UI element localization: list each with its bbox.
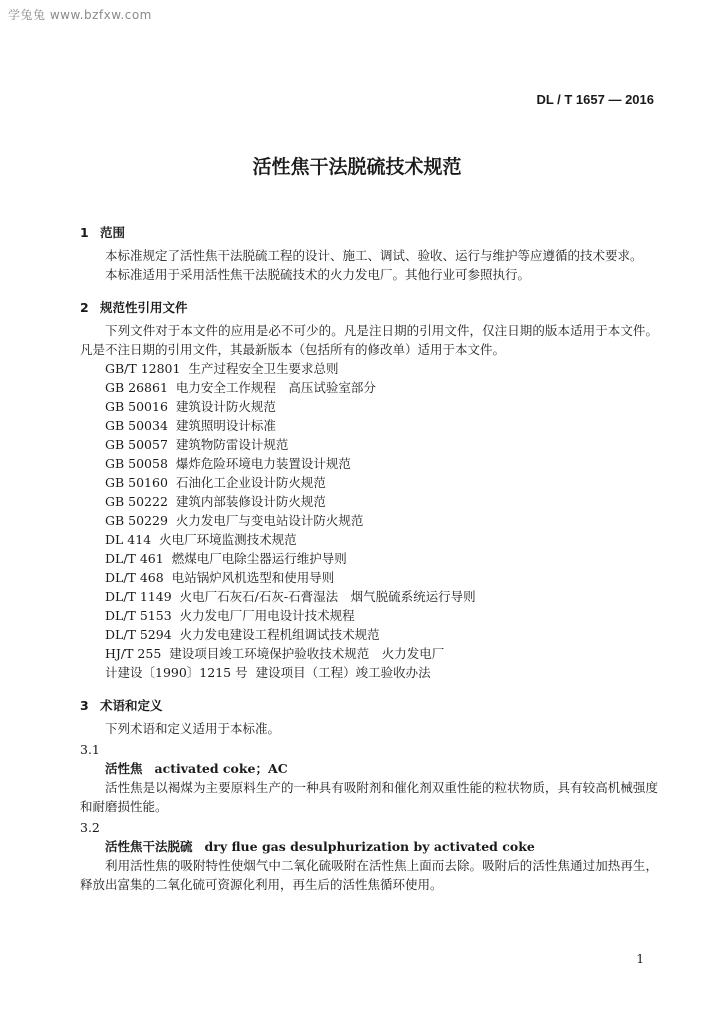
standard-code: DL / T 1657 — 2016 bbox=[536, 92, 654, 107]
reference-code: GB 50058 bbox=[105, 456, 168, 471]
reference-code: GB 26861 bbox=[105, 380, 168, 395]
reference-item bbox=[80, 378, 658, 397]
reference-item bbox=[80, 663, 658, 682]
term-english: dry flue gas desulphurization by activated coke bbox=[204, 839, 535, 854]
section-number: 1 bbox=[80, 225, 89, 240]
reference-code: GB 50222 bbox=[105, 494, 168, 509]
reference-item bbox=[80, 549, 658, 568]
section-number: 3 bbox=[80, 698, 89, 713]
reference-title: 火力发电厂与变电站设计防火规范 bbox=[175, 513, 364, 528]
term-number: 3.1 bbox=[80, 742, 100, 757]
term-chinese: 活性焦干法脱硫 bbox=[105, 839, 193, 854]
term-entry bbox=[80, 818, 658, 894]
reference-title: 火力发电厂厂用电设计技术规程 bbox=[179, 608, 355, 623]
reference-code: DL/T 1149 bbox=[105, 589, 172, 604]
page-number: 1 bbox=[636, 952, 644, 966]
reference-list bbox=[80, 359, 658, 682]
term-heading bbox=[80, 759, 658, 778]
paragraph: 本标准规定了活性焦干法脱硫工程的设计、施工、调试、验收、运行与维护等应遵循的技术要求。 bbox=[105, 248, 643, 263]
reference-code: GB 50057 bbox=[105, 437, 168, 452]
reference-item bbox=[80, 397, 658, 416]
paragraph: 下列文件对于本文件的应用是必不可少的。凡是注日期的引用文件，仅注日期的版本适用于本文件。凡是不注日期的引用文件，其最新版本（包括所有的修改单）适用于本文件。 bbox=[80, 323, 658, 357]
reference-title: 生产过程安全卫生要求总则 bbox=[188, 361, 339, 376]
reference-item bbox=[80, 416, 658, 435]
reference-item bbox=[80, 530, 658, 549]
reference-item bbox=[80, 454, 658, 473]
reference-code: HJ/T 255 bbox=[105, 646, 162, 661]
reference-code: GB 50016 bbox=[105, 399, 168, 414]
section-heading-terms bbox=[80, 696, 658, 715]
reference-title: 石油化工企业设计防火规范 bbox=[175, 475, 326, 490]
term-definition: 活性焦是以褐煤为主要原料生产的一种具有吸附剂和催化剂双重性能的粒状物质，具有较高机械强度和耐磨损性能。 bbox=[80, 780, 658, 814]
section-heading-normative-references bbox=[80, 298, 658, 317]
reference-item bbox=[80, 511, 658, 530]
section-title: 规范性引用文件 bbox=[100, 300, 188, 315]
reference-code: DL/T 5294 bbox=[105, 627, 172, 642]
reference-item bbox=[80, 625, 658, 644]
reference-item bbox=[80, 606, 658, 625]
paragraph: 本标准适用于采用活性焦干法脱硫技术的火力发电厂。其他行业可参照执行。 bbox=[105, 267, 531, 282]
reference-title: 爆炸危险环境电力装置设计规范 bbox=[175, 456, 351, 471]
paragraph: 下列术语和定义适用于本标准。 bbox=[105, 721, 281, 736]
reference-item bbox=[80, 587, 658, 606]
reference-code: 计建设〔1990〕1215 号 bbox=[105, 665, 248, 680]
reference-code: GB 50034 bbox=[105, 418, 168, 433]
reference-item bbox=[80, 473, 658, 492]
term-definition: 利用活性焦的吸附特性使烟气中二氧化硫吸附在活性焦上面而去除。吸附后的活性焦通过加热再生，释放出富集的二氧化硫可资源化利用，再生后的活性焦循环使用。 bbox=[80, 858, 658, 892]
reference-code: GB 50160 bbox=[105, 475, 168, 490]
reference-title: 建筑照明设计标准 bbox=[175, 418, 276, 433]
reference-code: DL/T 468 bbox=[105, 570, 164, 585]
watermark: 学兔兔 www.bzfxw.com bbox=[8, 8, 152, 22]
reference-code: DL 414 bbox=[105, 532, 152, 547]
reference-code: GB 50229 bbox=[105, 513, 168, 528]
reference-item bbox=[80, 492, 658, 511]
reference-title: 建设项目（工程）竣工验收办法 bbox=[255, 665, 431, 680]
term-number: 3.2 bbox=[80, 820, 100, 835]
term-chinese: 活性焦 bbox=[105, 761, 143, 776]
reference-title: 建筑物防雷设计规范 bbox=[175, 437, 289, 452]
reference-item bbox=[80, 435, 658, 454]
reference-item bbox=[80, 644, 658, 663]
document-body bbox=[80, 217, 658, 894]
reference-title: 建筑内部装修设计防火规范 bbox=[175, 494, 326, 509]
reference-title: 火电厂环境监测技术规范 bbox=[159, 532, 297, 547]
reference-title: 建筑设计防火规范 bbox=[175, 399, 276, 414]
reference-title: 电站锅炉风机选型和使用导则 bbox=[171, 570, 335, 585]
section-number: 2 bbox=[80, 300, 89, 315]
section-title: 范围 bbox=[100, 225, 126, 240]
reference-code: DL/T 461 bbox=[105, 551, 164, 566]
section-heading-scope bbox=[80, 223, 658, 242]
document-title: 活性焦干法脱硫技术规范 bbox=[252, 156, 462, 178]
reference-title: 燃煤电厂电除尘器运行维护导则 bbox=[171, 551, 347, 566]
reference-item bbox=[80, 359, 658, 378]
section-title: 术语和定义 bbox=[100, 698, 163, 713]
reference-title: 建设项目竣工环境保护验收技术规范 火力发电厂 bbox=[169, 646, 445, 661]
term-entry bbox=[80, 740, 658, 816]
term-heading bbox=[80, 837, 658, 856]
reference-code: GB/T 12801 bbox=[105, 361, 181, 376]
reference-title: 火力发电建设工程机组调试技术规范 bbox=[179, 627, 380, 642]
reference-item bbox=[80, 568, 658, 587]
term-english: activated coke；AC bbox=[154, 761, 288, 776]
reference-title: 火电厂石灰石/石灰-石膏湿法 烟气脱硫系统运行导则 bbox=[179, 589, 476, 604]
reference-code: DL/T 5153 bbox=[105, 608, 172, 623]
reference-title: 电力安全工作规程 高压试验室部分 bbox=[175, 380, 376, 395]
